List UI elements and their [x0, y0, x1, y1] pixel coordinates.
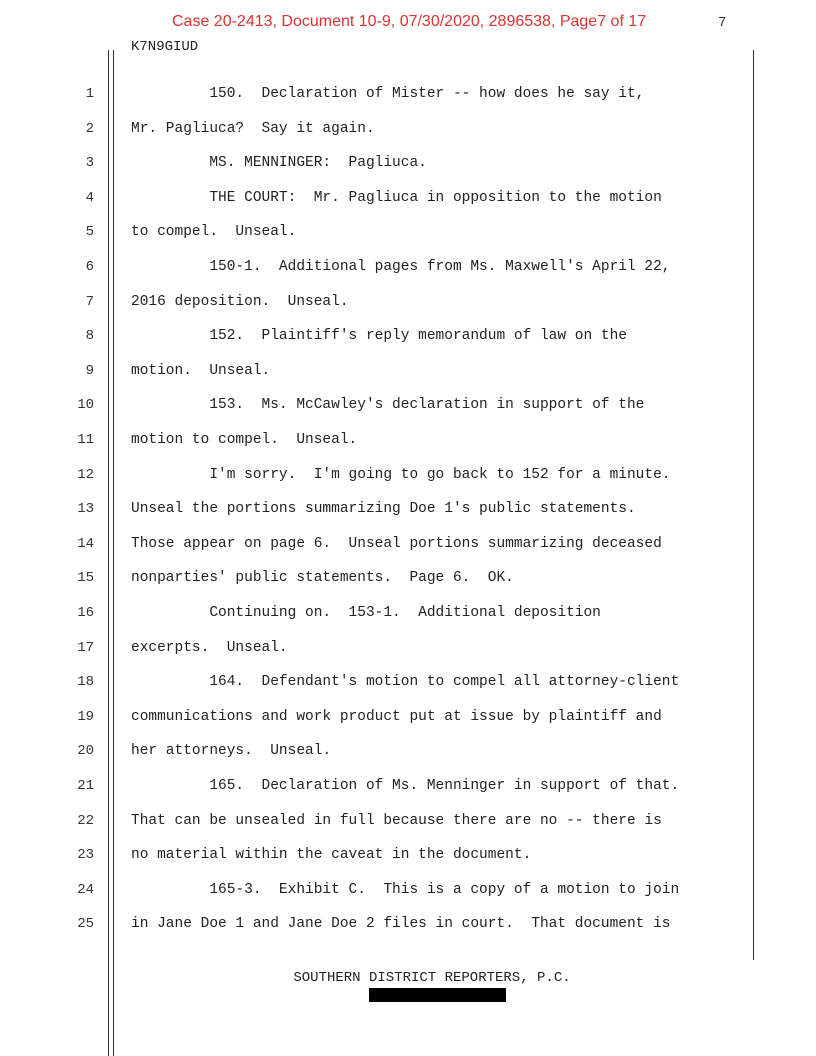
right-margin-rule: [753, 50, 754, 960]
line-number: 22: [77, 812, 94, 829]
line-number: 13: [77, 501, 94, 518]
transcript-line: 150-1. Additional pages from Ms. Maxwell's April 22,: [131, 259, 671, 275]
transcript-line: That can be unsealed in full because there are no -- there is: [131, 812, 662, 829]
line-number: 19: [77, 708, 94, 725]
transcript-line: Unseal the portions summarizing Doe 1's public statements.: [131, 501, 636, 518]
line-number: 9: [85, 362, 94, 379]
transcript-line: THE COURT: Mr. Pagliuca in opposition to the motion: [131, 189, 662, 206]
line-number: 12: [77, 466, 94, 483]
transcript-line: communications and work product put at issue by plaintiff and: [131, 708, 662, 725]
line-number: 16: [77, 605, 94, 621]
transcript-line: to compel. Unseal.: [131, 224, 297, 241]
transcript-line: Continuing on. 153-1. Additional deposition: [131, 605, 601, 621]
transcript-line: excerpts. Unseal.: [131, 639, 288, 656]
left-margin-rule-inner: [113, 50, 114, 960]
line-number: 11: [77, 432, 94, 448]
transcript-line: 165. Declaration of Ms. Menninger in support of that.: [131, 778, 680, 794]
transcript-line: 2016 deposition. Unseal.: [131, 293, 349, 310]
transcript-line: motion. Unseal.: [131, 362, 271, 379]
line-number: 5: [85, 224, 94, 241]
line-number: 15: [77, 570, 94, 587]
redaction-bar: [369, 988, 506, 1002]
line-number: 7: [85, 293, 94, 310]
transcript-line: 164. Defendant's motion to compel all attorney-client: [131, 674, 680, 691]
line-number: 20: [77, 743, 94, 760]
transcript-line: Mr. Pagliuca? Say it again.: [131, 120, 375, 137]
transcript-line: no material within the caveat in the document.: [131, 847, 532, 864]
line-number: 6: [85, 259, 94, 275]
left-margin-rule: [108, 50, 109, 960]
transcript-line: 152. Plaintiff's reply memorandum of law on the: [131, 328, 627, 345]
line-number: 8: [85, 328, 94, 345]
line-number: 2: [85, 120, 94, 137]
line-number: 24: [77, 881, 94, 898]
transcript-line: I'm sorry. I'm going to go back to 152 for a minute.: [131, 466, 671, 483]
line-number: 21: [77, 778, 94, 794]
transcript-line: Those appear on page 6. Unseal portions summarizing deceased: [131, 535, 662, 552]
transcript-line: MS. MENNINGER: Pagliuca.: [131, 155, 427, 172]
transcript-line: 150. Declaration of Mister -- how does he say it,: [131, 86, 645, 102]
transcript-line: motion to compel. Unseal.: [131, 432, 358, 448]
case-header: Case 20-2413, Document 10-9, 07/30/2020, 2896538, Page7 of 17: [172, 13, 647, 30]
transcript-line: 165-3. Exhibit C. This is a copy of a motion to join: [131, 881, 680, 898]
line-number: 14: [77, 535, 94, 552]
transcript-line: nonparties' public statements. Page 6. OK.: [131, 570, 514, 587]
line-number: 17: [77, 639, 94, 656]
line-number: 3: [85, 155, 94, 172]
line-number: 10: [77, 397, 94, 414]
line-number: 18: [77, 674, 94, 691]
docket-code: K7N9GIUD: [131, 39, 199, 55]
line-number: 1: [85, 86, 94, 102]
line-number: 23: [77, 847, 94, 864]
page-number: 7: [718, 15, 727, 31]
line-number: 25: [77, 916, 94, 933]
transcript-line: 153. Ms. McCawley's declaration in support of the: [131, 397, 645, 414]
reporter-footer: SOUTHERN DISTRICT REPORTERS, P.C.: [293, 970, 571, 986]
transcript-line: in Jane Doe 1 and Jane Doe 2 files in court. That document is: [131, 916, 671, 933]
line-number: 4: [85, 189, 94, 206]
transcript-line: her attorneys. Unseal.: [131, 743, 332, 760]
